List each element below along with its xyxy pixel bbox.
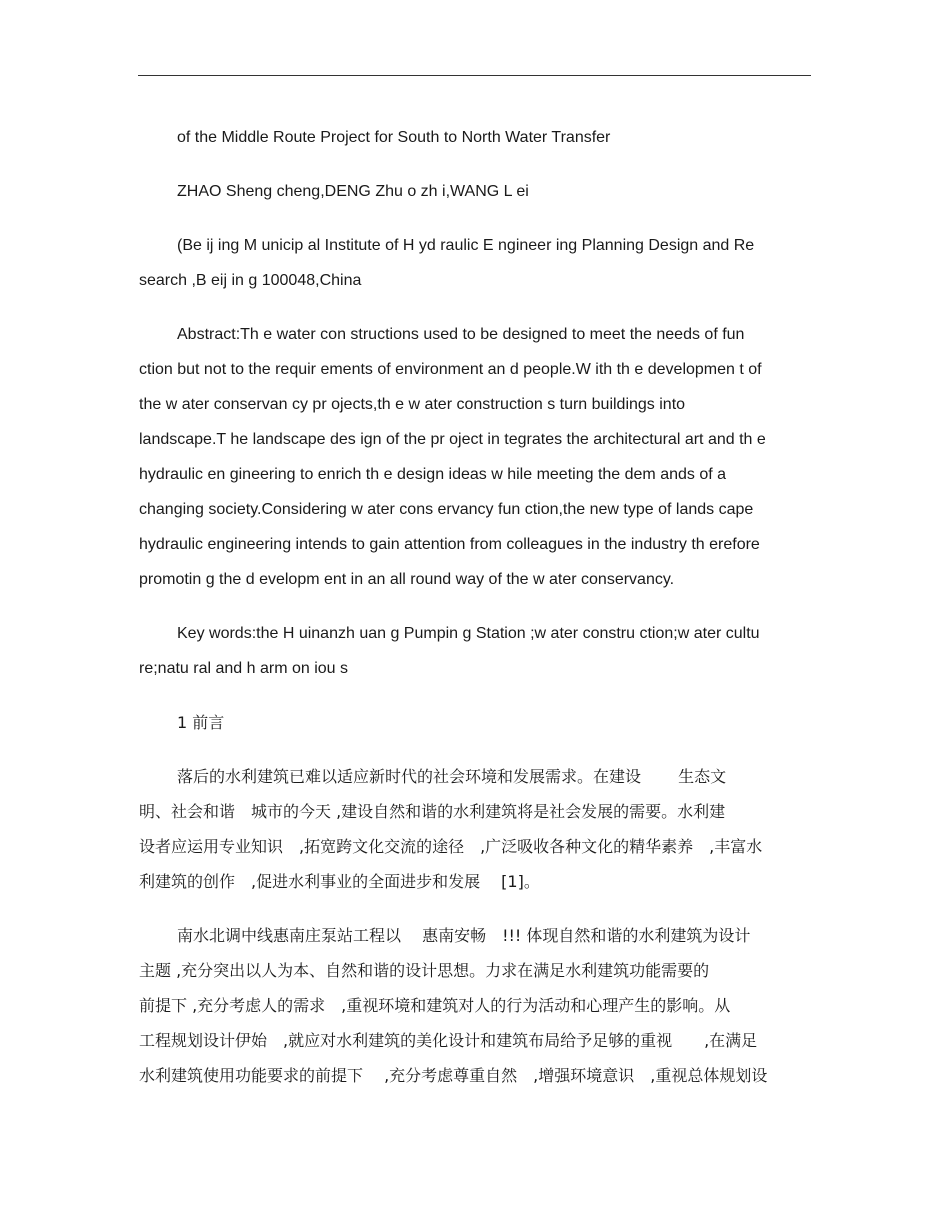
paragraph-2 bbox=[139, 918, 823, 1093]
paragraph-line: 落后的水利建筑已难以适应新时代的社会环境和发展需求。在建设 生态文 bbox=[177, 767, 727, 786]
abstract-line: the w ater conservan cy pr ojects,th e w ater construction s turn buildings into bbox=[139, 396, 686, 413]
paragraph-line: 南水北调中线惠南庄泵站工程以 惠南安畅 !!! 体现自然和谐的水利建筑为设计 bbox=[177, 926, 751, 945]
affiliation-line: search ,B eij in g 100048,China bbox=[139, 272, 362, 289]
authors bbox=[139, 174, 823, 209]
keywords bbox=[139, 616, 823, 686]
title-line bbox=[139, 120, 823, 155]
paragraph-line: 前提下 ,充分考虑人的需求 ,重视环境和建筑对人的行为活动和心理产生的影响。从 bbox=[139, 996, 731, 1015]
document-body bbox=[139, 120, 823, 1112]
paragraph-line: 利建筑的创作 ,促进水利事业的全面进步和发展 [1]。 bbox=[139, 872, 540, 891]
abstract-line: hydraulic engineering intends to gain attention from colleagues in the industry th erefore bbox=[139, 536, 760, 553]
keywords-line: re;natu ral and h arm on iou s bbox=[139, 660, 349, 677]
abstract-line: ction but not to the requir ements of environment an d people.W ith th e developmen t of bbox=[139, 361, 762, 378]
paragraph-line: 设者应运用专业知识 ,拓宽跨文化交流的途径 ,广泛吸收各种文化的精华素养 ,丰富水 bbox=[139, 837, 763, 856]
paragraph-line: 主题 ,充分突出以人为本、自然和谐的设计思想。力求在满足水利建筑功能需要的 bbox=[139, 961, 710, 980]
abstract-line: changing society.Considering w ater cons ervancy fun ction,the new type of lands cape bbox=[139, 501, 754, 518]
paragraph-line: 工程规划设计伊始 ,就应对水利建筑的美化设计和建筑布局给予足够的重视 ,在满足 bbox=[139, 1031, 758, 1050]
paragraph-line: 明、社会和谐 城市的今天 ,建设自然和谐的水利建筑将是社会发展的需要。水利建 bbox=[139, 802, 726, 821]
paragraph-line: 水利建筑使用功能要求的前提下 ,充分考虑尊重自然 ,增强环境意识 ,重视总体规划设 bbox=[139, 1066, 768, 1085]
section-heading bbox=[139, 705, 823, 740]
section-heading-text: 1 前言 bbox=[177, 713, 225, 732]
abstract-line: landscape.T he landscape des ign of the pr oject in tegrates the architectural art and th e bbox=[139, 431, 766, 448]
title-text: of the Middle Route Project for South to North Water Transfer bbox=[177, 129, 611, 146]
abstract-line: Abstract:Th e water con structions used to be designed to meet the needs of fun bbox=[177, 326, 745, 343]
header-rule bbox=[138, 75, 811, 76]
abstract bbox=[139, 317, 823, 597]
abstract-line: promotin g the d evelopm ent in an all round way of the w ater conservancy. bbox=[139, 571, 675, 588]
abstract-line: hydraulic en gineering to enrich th e design ideas w hile meeting the dem ands of a bbox=[139, 466, 727, 483]
keywords-line: Key words:the H uinanzh uan g Pumpin g Station ;w ater constru ction;w ater cultu bbox=[177, 625, 760, 642]
affiliation bbox=[139, 228, 823, 298]
authors-text: ZHAO Sheng cheng,DENG Zhu o zh i,WANG L ei bbox=[177, 183, 529, 200]
affiliation-line: (Be ij ing M unicip al Institute of H yd raulic E ngineer ing Planning Design and Re bbox=[177, 237, 755, 254]
paragraph-1 bbox=[139, 759, 823, 899]
